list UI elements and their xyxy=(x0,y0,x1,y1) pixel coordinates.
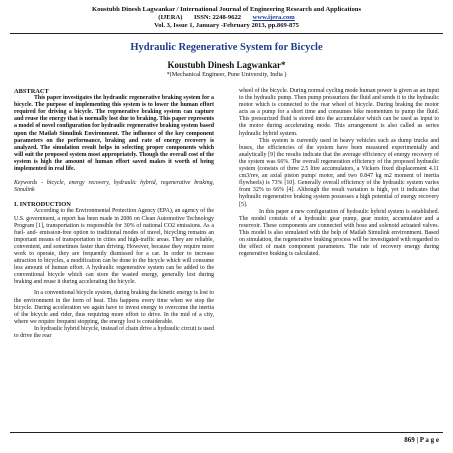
header-rule xyxy=(10,33,443,34)
header-line-3: Vol. 3, Issue 1, January -February 2013, pp.869-875 xyxy=(154,22,299,30)
header-line-2 xyxy=(10,14,443,22)
right-paragraph-3: In this paper a new configuration of hydraulic hybrid system is established. The model consists of a hydraulic gear pump, gear motor, accumulator and a reservoir. These components are connected with hose and solenoid actuated valves. This model is also simulated with the help of Matlab Simulink environment. Based on simulation, the regenerative braking process will be investigated with regarded to the effect of main component parameters. The rate of recovery energy during regenerative braking is calculated. xyxy=(239,208,439,258)
header-line-1: Koustubh Dinesh Lagwankar / International Journal of Engineering Research and Applications xyxy=(91,6,362,13)
header-issn: ISSN: 2248-9622 xyxy=(193,14,242,22)
intro-paragraph-2: In a conventional bicycle system, during braking the kinetic energy is lost to the environment in the form of heat. This happens every time when we stop the bicycle. During acceleration we again have to invest energy to overcome the inertia of the bicycle and rider, thus requiring more effort to drive. In the mid of a city, where we require frequent stopping, the energy lost is considerable. xyxy=(14,290,215,325)
right-column xyxy=(239,88,439,258)
keywords: Keywords - bicycle, energy recovery, hydraulic hybrid, regenerative braking, Simulink xyxy=(14,180,214,194)
intro-paragraph-1: According to the Environmental Protection Agency (EPA), an agency of the U.S. government, a report has been made in 2006 on Clean Automotive Technology Program [1], transportation is responsible for 30% of national CO2 emissions. As a fuel- and- emission-free option to traditional modes of travel, bicycling remains an important means of transportation in cities and high-traffic areas. They are reliable, convenient, and sometimes faster than driving. However, because they require more work to operate, they are frequently dismissed for a car. In order to increase attraction to bicycles, a modification can be done to the bicycle which will consume less amount of human effort. A hydraulic regenerative system can be added to the conventional bicycle which can store the wasted energy, generally lost during braking and reuse it during accelerating the bicycle. xyxy=(14,208,214,286)
intro-paragraph-3: In hydraulic hybrid bicycle, instead of chain drive a hydraulic circuit is used to drive the rear xyxy=(14,325,214,339)
paper-title: Hydraulic Regenerative System for Bicycle xyxy=(130,42,323,53)
introduction-heading: I. INTRODUCTION xyxy=(14,201,71,209)
header-url-link[interactable]: www.ijera.com xyxy=(252,14,295,22)
abstract-text: This paper investigates the hydraulic regenerative braking system for a bicycle. The purpose of implementing this system is to lower the human effort required for driving a bicycle. The regenerative braking system can capture and reuse the energy that is normally lost due to braking. This paper represents a model of novel configuration for hydraulic regenerative braking system based upon the Matlab Simulink Environment. The influence of the key component parameters on the performance, braking and rate of energy recovery is analyzed. The simulation result helps in selecting proper components which will suit the proposed system most appropriately. Though the overall cost of the system is high the amount of human effort saved makes it worth of being implemented in real life. xyxy=(14,95,214,173)
author-affiliation: *(Mechanical Engineer, Pune University, India ) xyxy=(166,71,287,78)
right-paragraph-2: This system is currently used in heavy vehicles such as dump trucks and buses, the efficiencies of the system have been measured experimentally and analytically [9] the results indicate that the average efficiency of energy recovery of the system was 66%. The overall regeneration efficiency of the proposed hydraulic system (consists of three 2.5 litre accumulators, a Vickers fixed displacement 4.11 cm3/rev, an axial piston pump/ motor, and two 0.847 kg m2 moment of inertia flywheels) is 73% [10]. Generally overall efficiency of the hydraulic system varies from 32% to 66% [4]. Although the result variation is high, yet it indicates that hydraulic regenerative braking system possesses a high potential of energy recovery [5]. xyxy=(239,137,439,208)
abstract-heading: ABSTRACT xyxy=(14,88,49,95)
page-number: 869 | P a g e xyxy=(404,436,439,444)
left-column xyxy=(14,88,214,340)
footer-rule xyxy=(10,432,443,433)
author-name: Koustubh Dinesh Lagwankar* xyxy=(167,60,286,70)
journal-header xyxy=(10,6,443,31)
right-paragraph-1: wheel of the bicycle. During normal cycling mode human power is given as an input to the hydraulic pump. Then pump pressurizes the fluid and sends it to the hydraulic motor which is connected to the rear wheel of bicycle. During braking the motor acts as a pump for a short time and consumes bike momentum to pump the fluid. This pressurized fluid is stored into the accumulator which can be used as input to the motor during accelerating mode. This arrangement is also called as series hydraulic hybrid system. xyxy=(239,88,439,137)
header-journal: (IJERA) xyxy=(158,14,183,22)
